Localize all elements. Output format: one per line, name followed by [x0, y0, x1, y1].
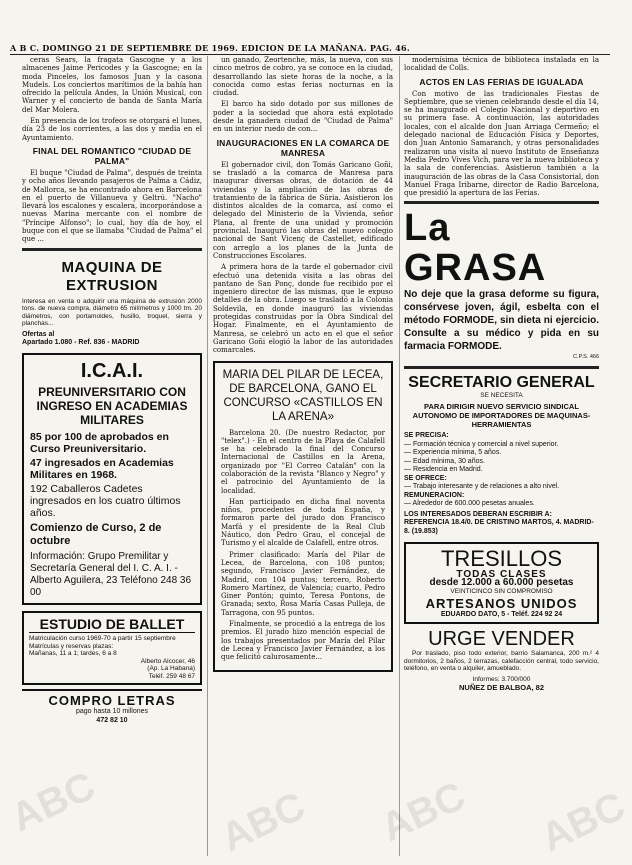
article-heading: INAUGURACIONES EN LA COMARCA DE MANRESA: [216, 137, 390, 158]
ad-line: 47 ingresados en Academias Militares en 1968.: [30, 457, 174, 482]
ad-line: Mañanas, 11 a 1; tardes, 6 a 8: [29, 650, 117, 658]
ad-body: No deje que la grasa deforme su figura, consérvese joven, ágil, esbelta con el método FORMODE, sin dieta ni ejercicio. Consulte a su médico y pida en su farmacia FORMODE.: [404, 289, 599, 353]
ad-tresillos: [404, 542, 599, 624]
ad-line: VEINTICINCO SIN COMPROMISO: [450, 587, 553, 595]
article-paragraph: Con motivo de las tradicionales Fiestas de Septiembre, que se vienen celebrando desde el día 14, se ha inaugurado el Colegio Nacional y deportivo en su primera fase. A continuación, las autoridades locales, con el alcalde don Juan Arriaga Cermeño; el delegado nacional de Educación Física y Deportes, don Juan Antonio Samaranch, y otras personalidades realizaron una visita al nuevo Instituto de Enseñanza Media Pedro Vives Vich, para ver la nueva biblioteca y la sala de conferencias. Asistieron también a la inauguración de las obras de la Casa Consistorial, don Manuel Fraga Iribarne, director de Radio Barcelona, que presidió la apertura de las Ferias.: [404, 89, 599, 198]
ad-title: MAQUINA DE EXTRUSION: [61, 258, 163, 294]
ad-secretario: [404, 373, 599, 536]
ad-title: COMPRO LETRAS: [48, 693, 176, 709]
ad-contact: Apartado 1.080 - Ref. 836 - MADRID: [22, 338, 140, 346]
ad-line: pago hasta 10 millones: [76, 708, 148, 716]
article-paragraph: El barco ha sido dotado por sus millones de poder a la sociedad que ahora está explotado desde la ganadera ciudad de "Ciudad de Palma" en un interior ruedo de con...: [213, 100, 393, 134]
divider: [22, 248, 202, 251]
ad-urge-vender: [404, 628, 599, 692]
ad-line: — Formación técnica y comercial a nivel superior.: [404, 440, 559, 448]
ad-label: SE OFRECE:: [404, 474, 447, 482]
column-rule: [207, 56, 208, 856]
ad-line: desde 12.000 a 60.000 pesetas: [429, 577, 574, 589]
ad-line: Matrículas y reservas plazas:: [29, 642, 114, 650]
ad-extrusion: [22, 259, 202, 348]
ad-line: Matriculación curso 1969-70 a partir 15 septiembre: [29, 635, 176, 643]
article-paragraph: El gobernador civil, don Tomás Garicano Goñi, se trasladó a la comarca de Manresa para inaugurar diversas obras, de dotación de 44 viviendas y la ampliación de las obras de tratamiento de la fábrica de Súria. Asistieron los distintos alcaldes de la comarca, así como el delegado del Ministerio de la Vivienda, señor Plana, al frente de una unidad y promoción provincial. Inauguró las obras del nuevo colegio nacional de Sant Vicenç de Castellet, edificado con arreglo a los planes de la Junta de Construcciones Escolares.: [213, 160, 393, 260]
ad-title: ESTUDIO DE BALLET: [29, 616, 195, 633]
article-paragraph: Han participado en dicha final noventa niños, procedentes de toda España, y formaron parte del jurado don Francisco Marfá y el presidente de la Real Club Náutico, don Pedro Grau, el concejal de Turismo y el alcalde de Calafell, entre otros.: [221, 497, 385, 548]
ad-line: TODAS CLASES: [456, 569, 547, 581]
ad-label: SE PRECISA:: [404, 432, 449, 440]
ad-grasa: [404, 208, 599, 361]
ad-title: TRESILLOS: [440, 546, 563, 572]
watermark: ABC: [214, 783, 312, 861]
ad-line: ARTESANOS UNIDOS: [425, 595, 578, 611]
ad-body: Interesa en venta o adquirir una máquina de extrusión 2000 tons. de nueva compra, diámetro 65 milímetros y 1000 tm. 20 diámetros, con portamoldes, husillo, troquel, sierra y planchas...: [22, 297, 202, 328]
ad-line: Informes: 3.700/000: [472, 675, 531, 683]
ad-line: — Edad mínima, 30 años.: [404, 457, 485, 465]
article-paragraph: ceras Sears, la fragata Gascogne y a los almacenes Jaime Pericodes y la Gascogne; en la moda Pinceles, los famosos Juan y la casona Mudels. Los conciertos marítimos de la bahía han ofrecido la película Andes, la Unión Musical, con Warner y el concierto de banda de Santa María del Mar Molera.: [22, 56, 202, 114]
ad-body: Por traslado, piso todo exterior, barrio Salamanca, 200 m.² 4 dormitorios, 2 baños, 2 terrazas, calefacción central, todo servicio, teléfono, en venta o alquiler, amueblado.: [404, 650, 599, 673]
ad-line: Teléf. 259 48 67: [148, 672, 195, 680]
ad-line: — Residencia en Madrid.: [404, 466, 483, 474]
ad-line: — Trabajo interesante y de relaciones a alto nivel.: [404, 483, 560, 491]
article-paragraph: En presencia de los trofeos se otorgará el lunes, día 23 de los corrientes, a las dos y media en el Ayuntamiento.: [22, 117, 202, 142]
watermark: ABC: [374, 773, 472, 851]
article-paragraph: Primer clasificado: María del Pilar de Lecea, de Barcelona, con 108 puntos; segundo, Francisco Javier Fernández, de Madrid, con 104 puntos; tercero, Roberto Romero Martínez, de Valencia; cuarto, Pedro Giner Pontón; quinto, Teresa Pontons, de Granada; sexto, Rosa María Casas Pulleja, de Tarragona, con 95 puntos.: [221, 550, 385, 617]
watermark: ABC: [4, 763, 102, 841]
ad-line: 192 Caballeros Cadetes ingresados en los cuatro últimos años.: [30, 483, 181, 520]
article-paragraph: A primera hora de la tarde el gobernador civil efectuó una detenida visita a las obras del pantano de San Ponç, donde fue recibido por el ingeniero director de las mismas, que le expuso detalles de la obra. Luego se trasladó a la Colonia Soldevila, en donde inauguró las viviendas protegidas construidas por la Obra Sindical del Hogar. Finalmente, en el Ayuntamiento de Manresa, se celebró un acto en el que el señor Garicano Goñi elogió la labor de las autoridades comarcales.: [213, 263, 393, 355]
column-2: [213, 56, 393, 856]
ad-subtitle: PREUNIVERSITARIO CON INGRESO EN ACADEMIAS MILITARES: [36, 385, 188, 428]
ad-title: URGE VENDER: [428, 628, 575, 651]
ad-line: — Alrededor de 600.000 pesetas anuales.: [404, 500, 535, 508]
ad-title: I.C.A.I.: [80, 360, 144, 383]
ad-line: EDUARDO DATO, 5 - Teléf. 224 92 24: [440, 610, 563, 618]
ad-line: PARA DIRIGIR NUEVO SERVICIO SINDICAL AUTONOMO DE IMPORTADORES DE MAQUINAS-HERRAMIENTAS: [412, 402, 591, 430]
ad-line: 85 por 100 de aprobados en Curso Preuniversitario.: [30, 431, 169, 456]
ad-subtitle: SE NECESITA: [480, 391, 523, 399]
ad-title: La GRASA: [404, 207, 547, 290]
ad-compro-letras: [22, 689, 202, 725]
ad-line: Comienzo de Curso, 2 de octubre: [30, 522, 162, 548]
ad-line: — Experiencia mínima, 5 años.: [404, 449, 502, 457]
column-rule: [399, 56, 400, 856]
ad-contact-label: Ofertas al: [22, 330, 55, 338]
watermark: ABC: [534, 783, 632, 861]
article-paragraph: El buque "Ciudad de Palma", después de treinta y ocho años llevando pasajeros de Palma a Cádiz, de Mallorca, se ha encontrado ahora en Barcelona en el puerto de Villanueva y Geltrú. "Nacho" llevará los escalones y escalera, incorporándose a nuevas Marina mercante con el nombre de "Príncipe Alfonso"; lo cual, hoy día de hoy, el buque con el que se llamaba "Ciudad de Palma" el que ...: [22, 168, 202, 244]
divider: [404, 201, 599, 204]
article-heading: ACTOS EN LAS FERIAS DE IGUALADA: [419, 76, 584, 87]
column-1: [22, 56, 202, 856]
boxed-article-heading: MARIA DEL PILAR DE LECEA, DE BARCELONA, GANO EL CONCURSO «CASTILLOS EN LA ARENA»: [222, 368, 384, 423]
ad-line: Información: Grupo Premilitar y Secretaría General del I. C. A. I. - Alberto Aguilera, 23 Teléfono 248 36 00: [30, 551, 192, 599]
article-paragraph: Finalmente, se procedió a la entrega de los premios. El jurado hizo mención especial de los trabajos presentados por María del Pilar de Lecea y Francisco Javier Fernández, a los que felicitó calurosamente...: [221, 620, 385, 662]
ad-ballet: [22, 611, 202, 685]
page-header: A B C. DOMINGO 21 DE SEPTIEMBRE DE 1969. EDICION DE LA MAÑANA. PAG. 46.: [10, 43, 610, 55]
article-paragraph: modernísima técnica de biblioteca instalada en la localidad de Colls.: [404, 56, 599, 73]
boxed-article: [213, 361, 393, 672]
ad-line: NUÑEZ DE BALBOA, 82: [458, 683, 544, 693]
ad-line: (Ap. La Habana): [147, 665, 195, 673]
ad-contact: LOS INTERESADOS DEBERAN ESCRIBIR A: REFERENCIA 18.4/0. DE CRISTINO MARTOS, 4. MADRID-8. (19.853): [404, 510, 594, 535]
column-3: [404, 56, 599, 856]
ad-line: Alberto Alcocer, 46: [140, 657, 195, 665]
ad-icai: [22, 353, 202, 605]
ad-label: REMUNERACION:: [404, 491, 465, 499]
article-paragraph: un ganado, Zeortenche, más, la nueva, con sus cinco metros de cobro, ya se conoce en la ciudad, desarrollando las siete horas de la noche, a la conocida como estas ferias nocturnas en la ciudad.: [213, 56, 393, 98]
article-heading: FINAL DEL ROMANTICO "CIUDAD DE PALMA": [32, 145, 192, 166]
ad-line: 472 82 10: [96, 716, 128, 724]
article-paragraph: Barcelona 20. (De nuestro Redactor, por "telex".) - En el centro de la Playa de Calafell se ha celebrado la final del Concurso Internacional de Castillos en la Arena, organizado por "El Correo Catalán" con la colaboración de la revista "Blanco y Negro" y el patrocinio del Ayuntamiento de la localidad.: [221, 428, 385, 495]
divider: [404, 366, 599, 369]
ad-ref: C.P.S. 466: [573, 354, 599, 361]
ad-title: SECRETARIO GENERAL: [408, 373, 595, 391]
